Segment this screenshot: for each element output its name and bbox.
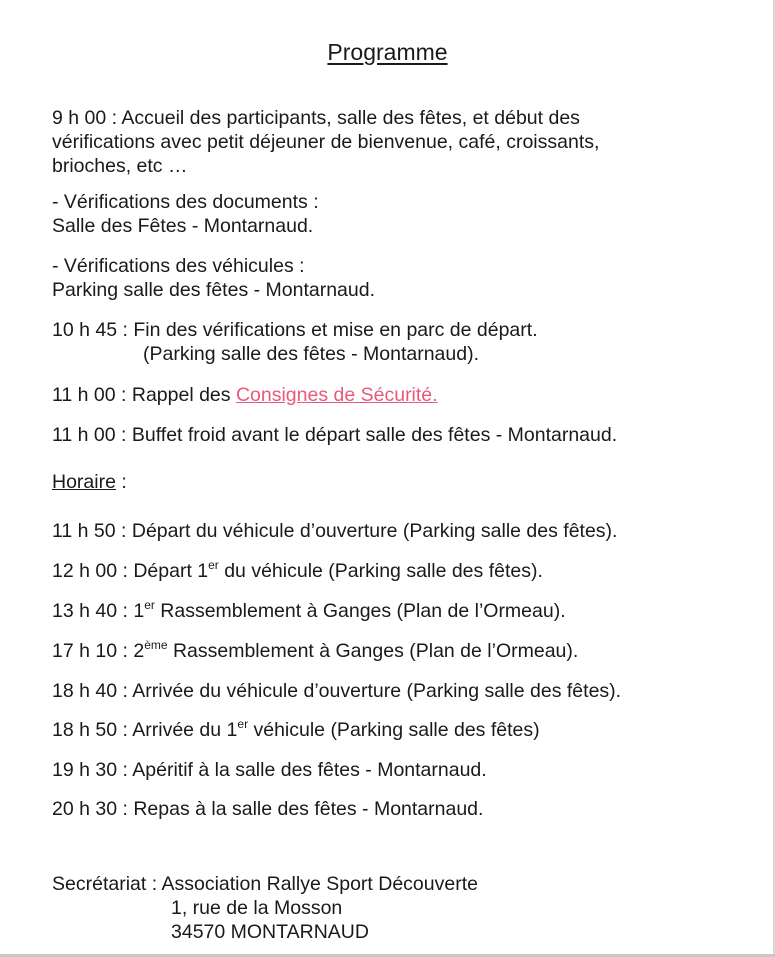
secretariat-street: 1, rue de la Mosson	[171, 897, 343, 919]
time-label: 18 h 50 :	[52, 719, 128, 741]
title-text: Programme	[327, 39, 448, 65]
schedule-row	[52, 599, 752, 623]
schedule-text: Départ du véhicule d’ouverture (Parking salle des fêtes).	[131, 520, 618, 542]
intro-line: vérifications avec petit déjeuner de bienvenue, café, croissants,	[52, 131, 600, 153]
fin-verifications-text: Fin des vérifications et mise en parc de départ.	[133, 319, 538, 341]
rappel-text: Rappel des	[131, 384, 231, 406]
intro-line: brioches, etc …	[52, 155, 188, 177]
schedule-text-end: véhicule (Parking salle des fêtes)	[248, 719, 540, 741]
buffet-froid	[52, 423, 752, 447]
schedule-text: Arrivée du véhicule d’ouverture (Parking salle des fêtes).	[132, 680, 622, 702]
fin-verifications-line	[52, 318, 752, 342]
intro-paragraph	[52, 106, 752, 178]
ordinal-superscript: ème	[144, 638, 168, 652]
schedule-row	[52, 519, 752, 543]
fin-verifications-location: (Parking salle des fêtes - Montarnaud).	[143, 343, 479, 365]
schedule-text: Apéritif à la salle des fêtes - Montarnaud.	[132, 759, 487, 781]
schedule-text-start: Départ 1	[133, 560, 209, 582]
horaire-label: Horaire	[52, 471, 116, 493]
secretariat-organization: Association Rallye Sport Découverte	[161, 873, 478, 895]
time-label: 11 h 50 :	[52, 520, 127, 542]
schedule-text	[133, 640, 578, 662]
horaire-colon: :	[115, 471, 127, 493]
secretariat-label: Secrétariat :	[52, 873, 158, 895]
schedule-text-end: Rassemblement à Ganges (Plan de l’Ormeau).	[154, 600, 566, 622]
verif-vehicules	[52, 254, 752, 302]
ordinal-superscript: er	[208, 558, 219, 572]
schedule-text: Repas à la salle des fêtes - Montarnaud.	[133, 798, 484, 820]
consignes-securite-link[interactable]: Consignes de Sécurité.	[235, 384, 438, 406]
horaire-heading	[52, 470, 752, 494]
ordinal-superscript: er	[237, 717, 249, 731]
buffet-text: Buffet froid avant le départ salle des fêtes - Montarnaud.	[131, 424, 618, 446]
verif-documents-location: Salle des Fêtes - Montarnaud.	[52, 215, 314, 237]
time-label: 19 h 30 :	[52, 759, 128, 781]
secretariat-line	[52, 872, 752, 896]
intro-line: 9 h 00 : Accueil des participants, salle des fêtes, et début des	[52, 107, 580, 129]
fin-verifications	[52, 318, 752, 366]
schedule-text-start: Arrivée du 1	[132, 719, 238, 741]
time-label: 20 h 30 :	[52, 798, 128, 820]
schedule-text-start: 2	[133, 640, 145, 662]
schedule-text	[133, 560, 543, 582]
secretariat-block	[52, 872, 752, 944]
schedule-row	[52, 639, 752, 663]
verif-documents	[52, 190, 752, 238]
page-title	[0, 38, 775, 66]
verif-vehicules-location: Parking salle des fêtes - Montarnaud.	[52, 279, 376, 301]
schedule-row	[52, 679, 752, 703]
schedule-text-end: du véhicule (Parking salle des fêtes).	[218, 560, 543, 582]
schedule-row	[52, 718, 752, 742]
time-label: 11 h 00 :	[52, 424, 127, 446]
schedule-text-end: Rassemblement à Ganges (Plan de l’Ormeau).	[167, 640, 579, 662]
secretariat-city: 34570 MONTARNAUD	[171, 921, 369, 943]
schedule-text	[133, 600, 565, 622]
schedule-row	[52, 559, 752, 583]
verif-documents-title: - Vérifications des documents :	[52, 191, 319, 213]
schedule-text	[132, 719, 539, 741]
time-label: 18 h 40 :	[52, 680, 128, 702]
rappel-consignes	[52, 383, 752, 407]
time-label: 10 h 45 :	[52, 319, 128, 341]
time-label: 12 h 00 :	[52, 560, 128, 582]
time-label: 11 h 00 :	[52, 384, 127, 406]
schedule-text-start: 1	[133, 600, 145, 622]
schedule-row	[52, 758, 752, 782]
ordinal-superscript: er	[144, 598, 155, 612]
verif-vehicules-title: - Vérifications des véhicules :	[52, 255, 305, 277]
time-label: 13 h 40 :	[52, 600, 128, 622]
time-label: 17 h 10 :	[52, 640, 128, 662]
schedule-row	[52, 797, 752, 821]
